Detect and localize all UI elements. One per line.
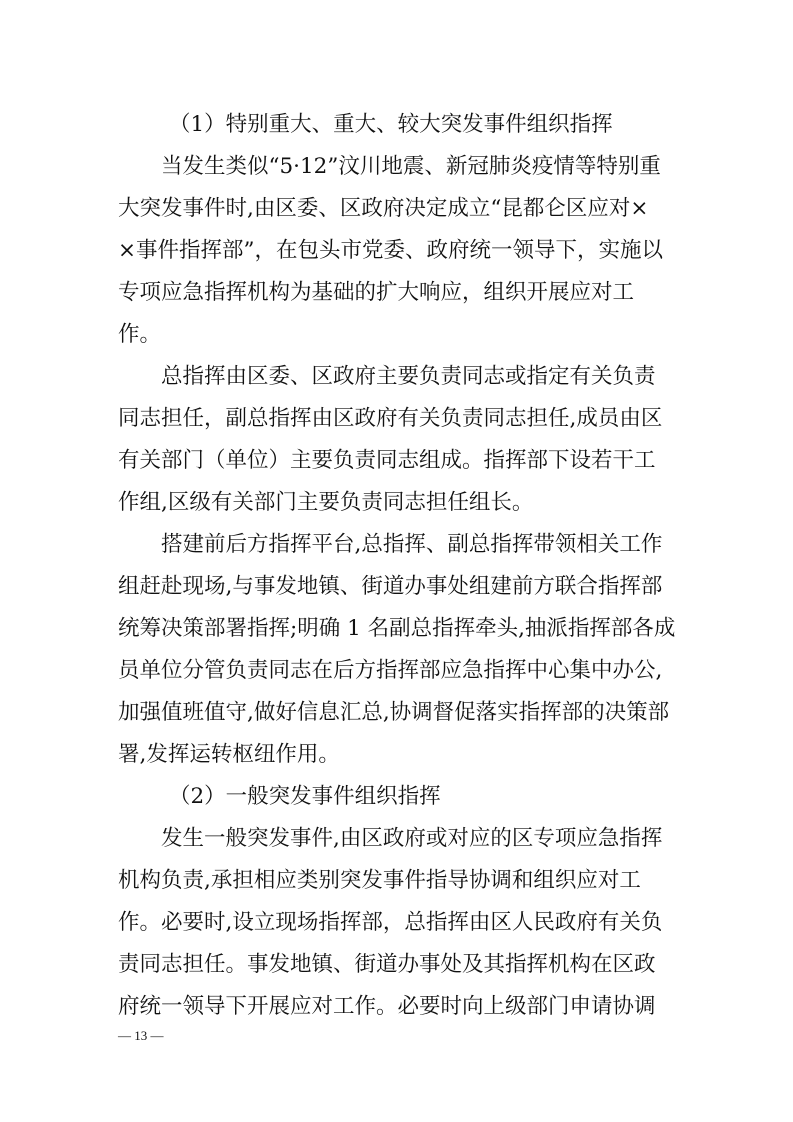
paragraph-line: 加强值班值守,做好信息汇总,协调督促落实指挥部的决策部 — [118, 700, 670, 725]
paragraph-line: 大突发事件时,由区委、区政府决定成立“昆都仑区应对× — [118, 196, 649, 221]
paragraph-line: 发生一般突发事件,由区政府或对应的区专项应急指挥 — [161, 826, 663, 851]
paragraph-line: 统筹决策部署指挥;明确 1 名副总指挥牵头,抽派指挥部各成 — [118, 616, 676, 641]
paragraph-line: 专项应急指挥机构为基础的扩大响应，组织开展应对工 — [118, 280, 635, 305]
paragraph-line: 机构负责,承担相应类别突发事件指导协调和组织应对工 — [118, 868, 641, 893]
section-heading-2: （2）一般突发事件组织指挥 — [169, 784, 441, 809]
paragraph-line: ×事件指挥部”，在包头市党委、政府统一领导下，实施以 — [118, 238, 664, 263]
document-body — [118, 104, 678, 1028]
paragraph-line: 有关部门（单位）主要负责同志组成。指挥部下设若干工 — [118, 448, 656, 473]
paragraph-line: 同志担任，副总指挥由区政府有关负责同志担任,成员由区 — [118, 406, 663, 431]
paragraph-line: 作。必要时,设立现场指挥部，总指挥由区人民政府有关负 — [118, 910, 663, 935]
paragraph-line: 组赶赴现场,与事发地镇、街道办事处组建前方联合指挥部 — [118, 574, 663, 599]
paragraph-line: 当发生类似“5·12”汶川地震、新冠肺炎疫情等特别重 — [161, 154, 661, 179]
paragraph-line: 员单位分管负责同志在后方指挥部应急指挥中心集中办公, — [118, 658, 663, 683]
section-heading-1: （1）特别重大、重大、较大突发事件组织指挥 — [169, 112, 613, 137]
paragraph-line: 搭建前后方指挥平台,总指挥、副总指挥带领相关工作 — [161, 532, 663, 557]
paragraph-line: 府统一领导下开展应对工作。必要时向上级部门申请协调 — [118, 994, 656, 1019]
paragraph-line: 总指挥由区委、区政府主要负责同志或指定有关负责 — [161, 364, 656, 389]
paragraph-line: 作。 — [118, 322, 162, 347]
paragraph-line: 责同志担任。事发地镇、街道办事处及其指挥机构在区政 — [118, 952, 656, 977]
paragraph-line: 作组,区级有关部门主要负责同志担任组长。 — [118, 490, 534, 515]
paragraph-line: 署,发挥运转枢纽作用。 — [118, 742, 340, 767]
page-number: — 13 — — [118, 1028, 164, 1043]
